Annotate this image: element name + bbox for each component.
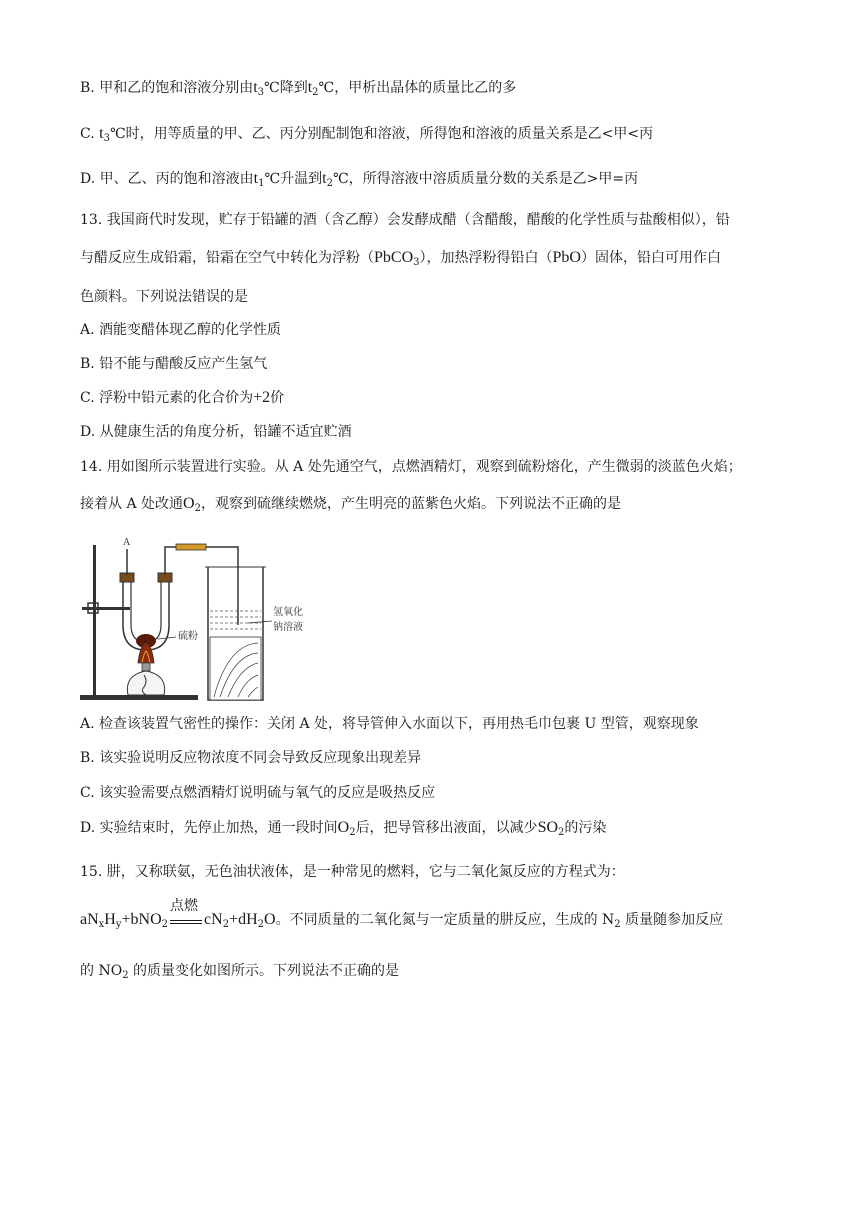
- label-a: A: [123, 537, 131, 548]
- q13-stem-line3: 色颜料。下列说法错误的是: [80, 289, 248, 305]
- q13-option-c: C. 浮粉中铅元素的化合价为+2价: [80, 389, 285, 406]
- rubber-connector: [176, 544, 206, 550]
- outlet-tube: [165, 547, 238, 625]
- q14-option-d: D. 实验结束时，先停止加热，通一段时间$O_2$后，把导管移出液面，以减少$SO_2$的污染: [80, 819, 607, 838]
- apparatus-diagram: [78, 535, 318, 705]
- q15-stem-line3: 的 $NO_2$ 的质量变化如图所示。下列说法不正确的是: [80, 963, 400, 981]
- q15-stem-line1: 15. 肼，又称联氨，无色油状液体，是一种常见的燃料，它与二氧化氮反应的方程式为：: [80, 864, 625, 880]
- q13-stem-line2: 与醋反应生成铅霜，铅霜在空气中转化为浮粉（PbCO$_3$），加热浮粉得铅白（PbO）固体，铅白可用作白: [80, 249, 721, 268]
- label-naoh-2: 钠溶液: [273, 622, 303, 633]
- q13-stem-line1: 13. 我国商代时发现，贮存于铅罐的酒（含乙醇）会发酵成醋（含醋酸，醋酸的化学性质与盐酸相似），铅: [80, 212, 730, 228]
- q13-option-b: B. 铅不能与醋酸反应产生氢气: [80, 356, 268, 372]
- q14-option-c: C. 该实验需要点燃酒精灯说明硫与氧气的反应是吸热反应: [80, 785, 436, 801]
- q15-equation-line: $aN_xH_y+bNO_2$ 点燃 $cN_2+dH_2O$。不同质量的二氧化氮与一定质量的肼反应，生成的 $N_2$ 质量随参加反应: [80, 898, 724, 930]
- q14-stem-line1: 14. 用如图所示装置进行实验。从 A 处先通空气，点燃酒精灯，观察到硫粉熔化，产生微弱的淡蓝色火焰；: [80, 459, 742, 475]
- stand-base: [80, 695, 198, 700]
- q13-option-a: A. 酒能变醋体现乙醇的化学性质: [80, 322, 282, 338]
- q13-option-d: D. 从健康生活的角度分析，铅罐不适宜贮酒: [80, 424, 352, 440]
- q14-option-a: A. 检查该装置气密性的操作：关闭 A 处，将导管伸入水面以下，再用热毛巾包裹 U 型管，观察现象: [80, 716, 699, 732]
- reaction-condition: 点燃: [170, 898, 199, 914]
- q14-stem-line2: 接着从 A 处改通$O_2$，观察到硫继续燃烧，产生明亮的蓝紫色火焰。下列说法不正确的是: [80, 495, 621, 514]
- label-sulfur: 硫粉: [178, 631, 198, 642]
- q12-option-c: C. $t_3℃$时，用等质量的甲、乙、丙分别配制饱和溶液，所得饱和溶液的质量关系是乙<甲<丙: [80, 125, 654, 144]
- stand-rod: [93, 545, 96, 697]
- q12-option-d: D. 甲、乙、丙的饱和溶液由$t_1℃$升温到$t_2℃$，所得溶液中溶质质量分数的关系是乙>甲=丙: [80, 170, 639, 189]
- q14-option-b: B. 该实验说明反应物浓度不同会导致反应现象出现差异: [80, 750, 422, 766]
- q12-option-b: B. 甲和乙的饱和溶液分别由$t_3℃$降到$t_2℃$，甲析出晶体的质量比乙的多: [80, 79, 517, 98]
- label-naoh-1: 氢氧化: [273, 607, 303, 618]
